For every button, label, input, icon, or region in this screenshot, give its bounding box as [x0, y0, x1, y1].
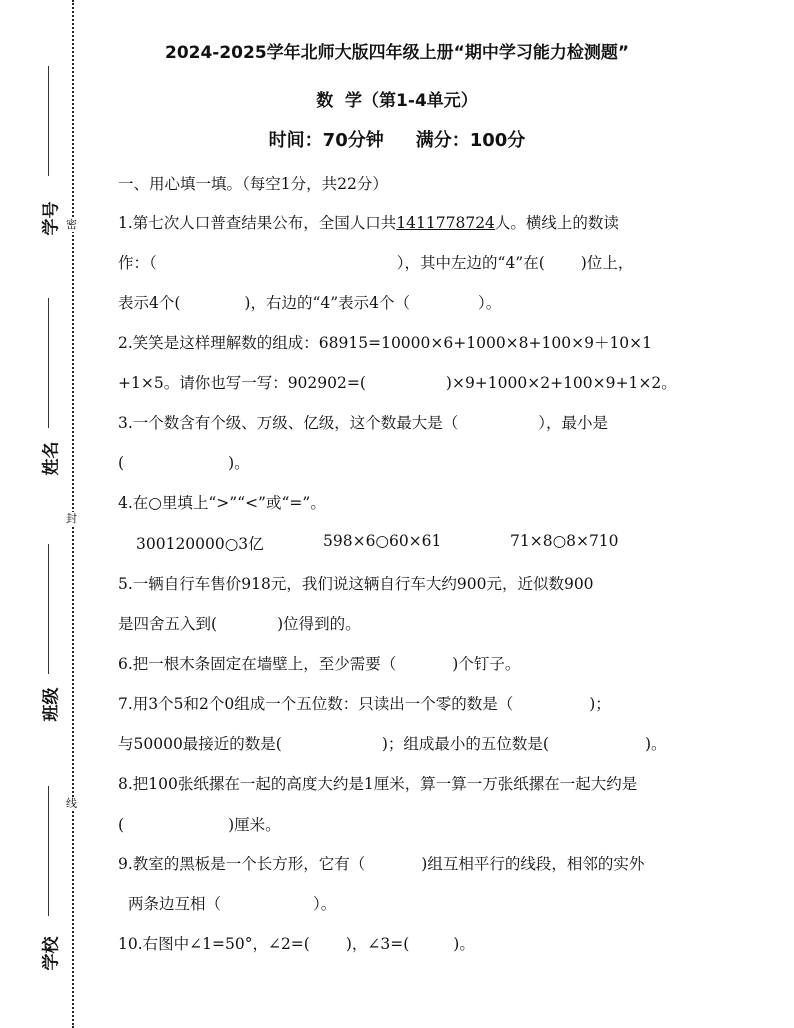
q9-text-a: 9.教室的黑板是一个长方形，它有（ [118, 855, 366, 873]
question-7-line-2 [118, 732, 667, 754]
question-3-line-1 [118, 411, 608, 433]
q1-text-g: )，右边的“4”表示4个（ [244, 294, 411, 312]
q4-item-2[interactable]: 598×6○60×61 [323, 532, 442, 550]
q1-text-h: ）。 [478, 294, 502, 312]
q8-text-c: )厘米。 [228, 816, 281, 834]
question-9-line-1 [118, 852, 644, 874]
q4-item-1[interactable]: 300120000○3亿 [136, 535, 264, 553]
q9-text-c: 两条边互相（ [128, 895, 222, 913]
q3-text-a: 3.一个数含有个级、万级、亿级，这个数最大是（ [118, 414, 459, 432]
school-line [48, 786, 49, 916]
question-1-line-2 [118, 251, 633, 273]
seal-char-mi: 密 [66, 218, 77, 231]
full-score: 满分：100分 [415, 130, 526, 151]
question-3-line-2 [118, 451, 250, 473]
q9-text-b: )组互相平行的线段，相邻的实外 [421, 855, 645, 873]
q6-text-a: 6.把一根木条固定在墙壁上，至少需要（ [118, 655, 397, 673]
subject-title: 数 学（第1-4单元） [316, 91, 478, 111]
question-5-line-2 [118, 612, 361, 634]
q5-text-c: )位得到的。 [277, 615, 361, 633]
question-9-line-2 [128, 892, 336, 914]
name-label: 姓名 [41, 441, 62, 476]
exam-title: 2024-2025学年北师大版四年级上册“期中学习能力检测题” [164, 43, 630, 63]
question-5-line-1: 5.一辆自行车售价918元，我们说这辆自行车大约900元，近似数900 [118, 575, 594, 593]
q10-text-a: 10.右图中∠1=50°，∠2=( [118, 935, 310, 953]
question-4-line-1: 4.在○里填上“>”“<”或“=”。 [118, 494, 326, 512]
student-id-label: 学号 [41, 201, 62, 236]
name-line [48, 298, 49, 428]
question-2-line-2 [118, 371, 677, 393]
q3-text-c: ( [118, 454, 125, 472]
name-field [28, 298, 62, 488]
q2-text-c: )×9+1000×2+100×9+1×2。 [445, 374, 677, 392]
q3-text-b: ），最小是 [538, 414, 609, 432]
q1-text-b: 人。横线上的数读 [494, 214, 619, 232]
q1-text-a: 1.第七次人口普查结果公布，全国人口共 [118, 214, 397, 232]
school-field [28, 786, 62, 976]
q7-text-c: 与50000最接近的数是( [118, 735, 282, 753]
q1-text-d: ），其中左边的“4”在( [396, 254, 545, 272]
exam-info [0, 126, 794, 152]
q1-population-number: 1411778724 [396, 214, 495, 232]
q7-text-b: )； [589, 695, 611, 713]
section-heading: 一、用心填一填。（每空1分，共22分） [118, 175, 388, 193]
q5-text-b: 是四舍五入到( [118, 615, 218, 633]
time-limit: 时间：70分钟 [268, 130, 384, 151]
q10-text-c: )。 [453, 935, 475, 953]
q1-text-c: 作：（ [118, 254, 157, 272]
class-line [48, 544, 49, 674]
question-10-line-1 [118, 932, 475, 954]
seal-char-feng: 封 [66, 512, 77, 525]
q1-text-e: )位上， [580, 254, 634, 272]
q2-text-b: +1×5。请你也写一写：902902=( [118, 374, 366, 392]
q4-item-3[interactable]: 71×8○8×710 [510, 532, 619, 550]
q7-text-d: )；组成最小的五位数是( [381, 735, 549, 753]
question-1-line-1 [118, 211, 619, 233]
question-8-line-2 [118, 813, 281, 835]
q7-text-a: 7.用3个5和2个0组成一个五位数：只读出一个零的数是（ [118, 695, 514, 713]
question-8-line-1: 8.把100张纸摞在一起的高度大约是1厘米，算一算一万张纸摞在一起大约是 [118, 775, 638, 793]
question-6-line-1 [118, 652, 520, 674]
q8-text-b: ( [118, 816, 125, 834]
question-2-line-1: 2.笑笑是这样理解数的组成：68915=10000×6+1000×8+100×9＋10×1 [118, 334, 653, 352]
seal-char-xian: 线 [66, 797, 77, 810]
class-label: 班级 [41, 687, 62, 722]
question-1-line-3 [118, 291, 501, 313]
q10-text-b: )，∠3=( [345, 935, 410, 953]
q1-text-f: 表示4个( [118, 294, 181, 312]
student-id-line [48, 66, 49, 176]
school-label: 学校 [41, 936, 62, 971]
q7-text-e: )。 [644, 735, 667, 753]
q6-text-b: )个钉子。 [452, 655, 521, 673]
q9-text-d: ）。 [313, 895, 337, 913]
question-7-line-1 [118, 692, 611, 714]
q3-text-d: )。 [228, 454, 250, 472]
class-field [28, 544, 62, 734]
